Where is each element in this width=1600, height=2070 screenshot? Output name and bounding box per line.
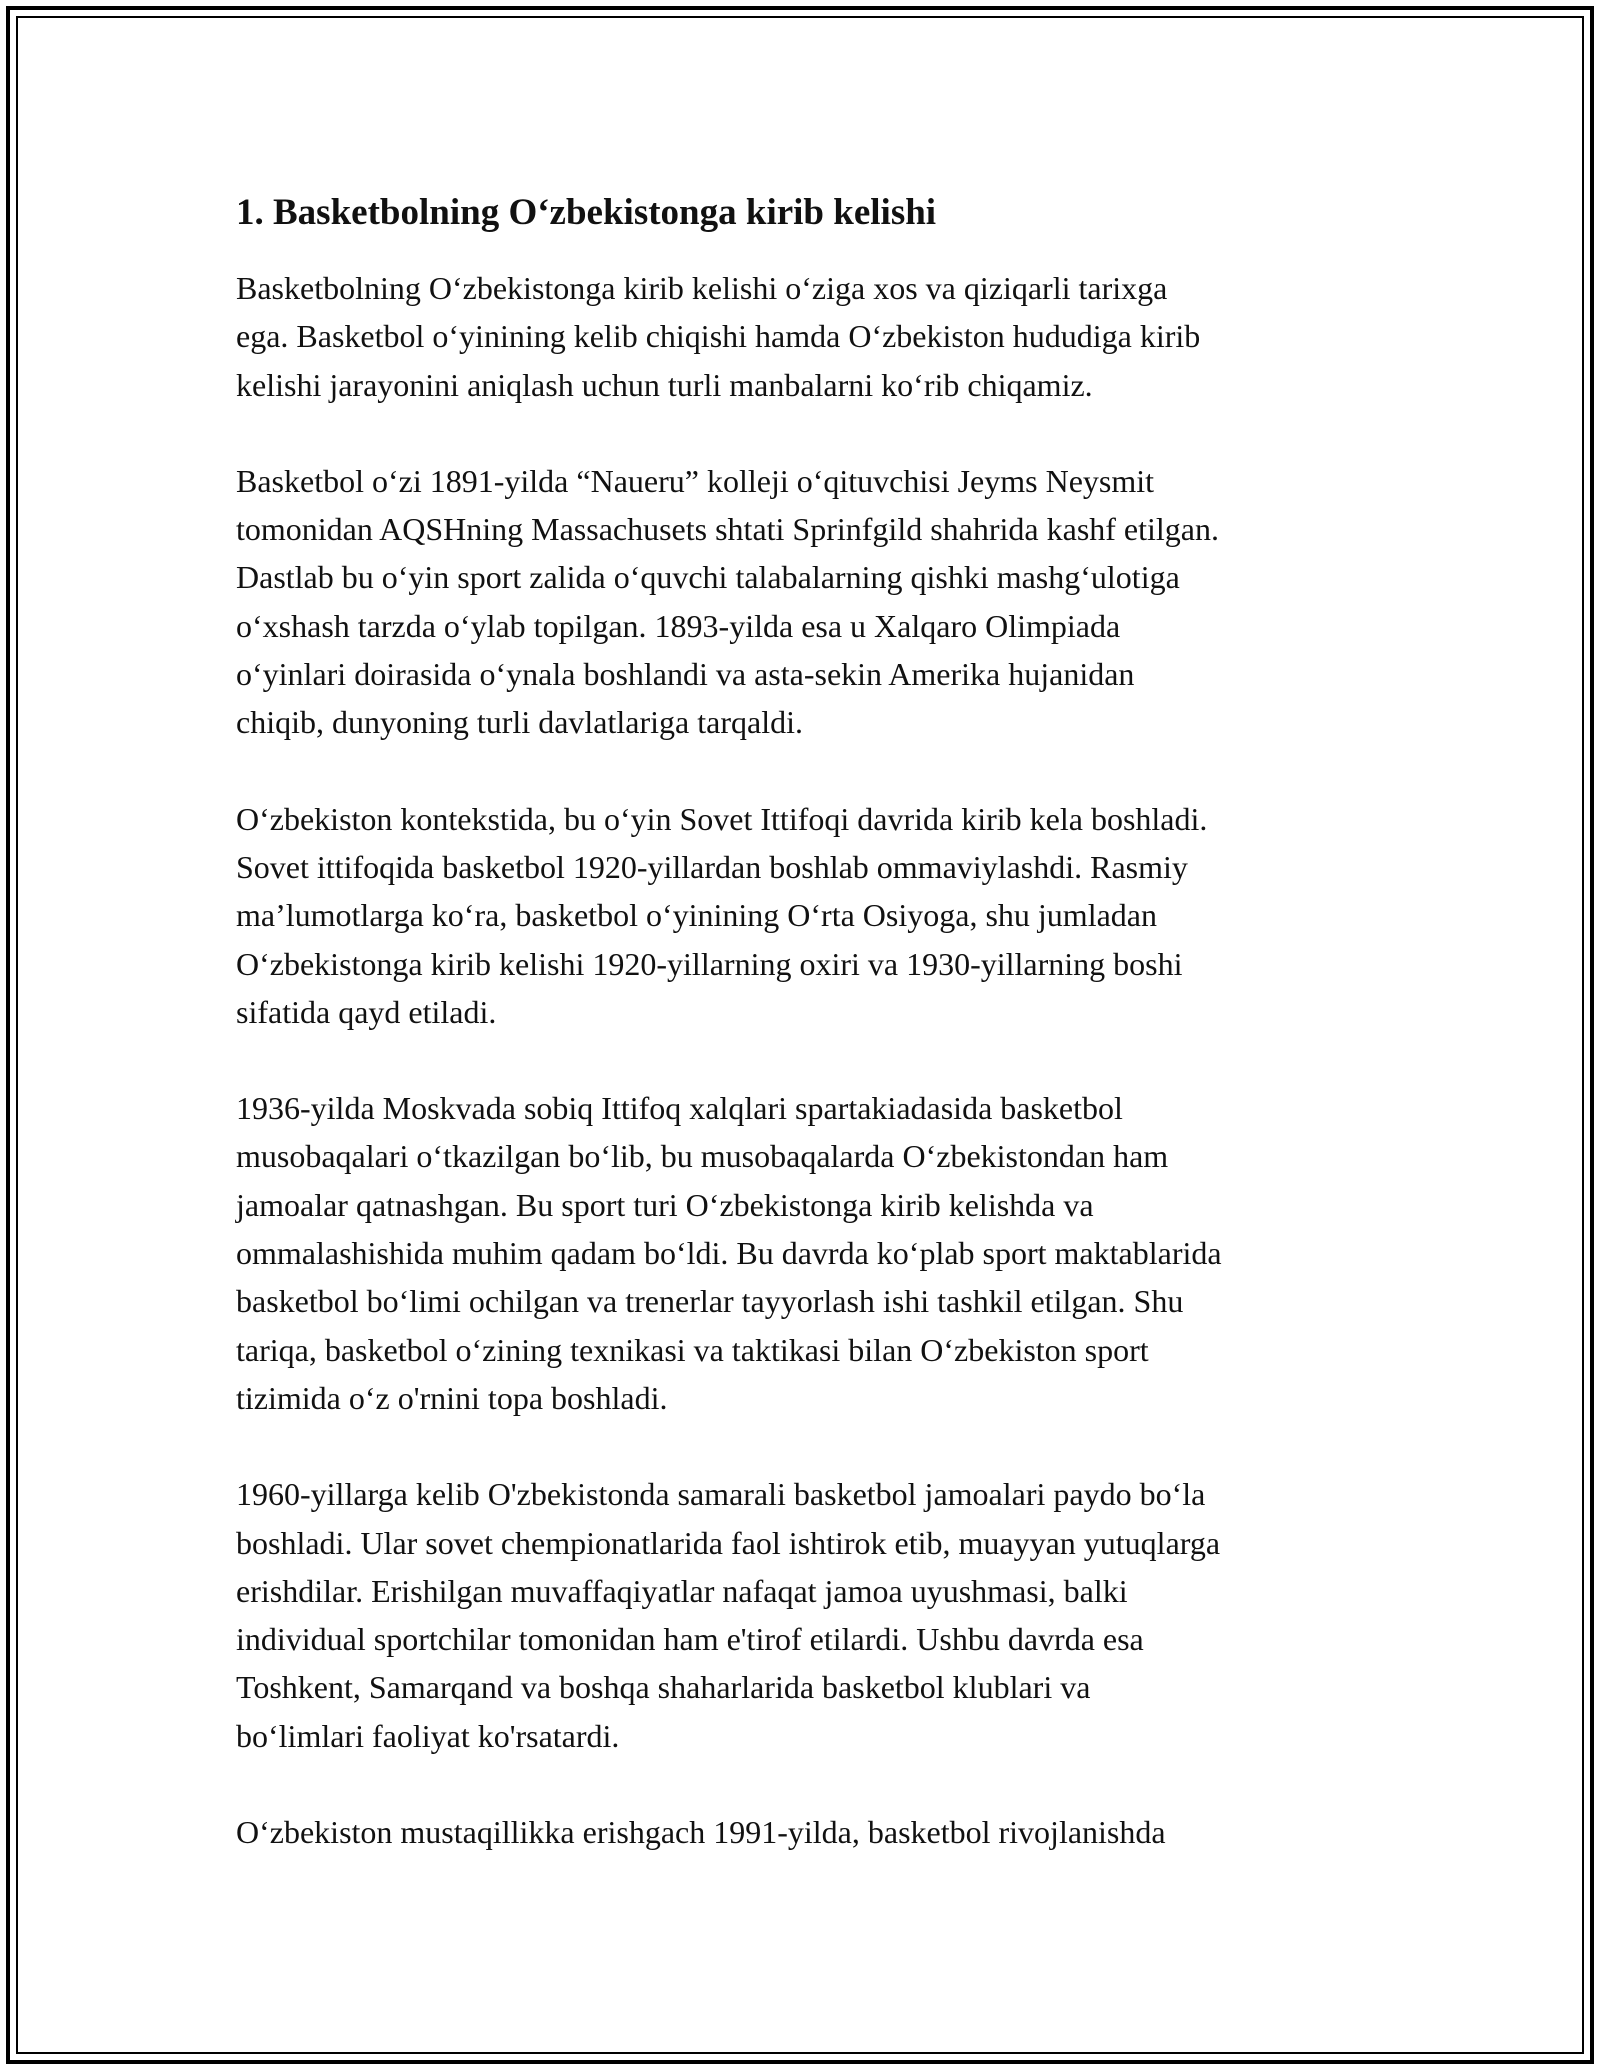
paragraph-line: Basketbol oʻzi 1891-yilda “Naueru” kolleji oʻqituvchisi Jeyms Neysmit [236, 462, 1155, 499]
paragraph-line: boʻlimlari faoliyat ko'rsatardi. [236, 1717, 620, 1754]
paragraph-line: Sovet ittifoqida basketbol 1920-yillardan boshlab ommaviylashdi. Rasmiy [236, 848, 1188, 885]
paragraph-line: tizimida oʻz o'rnini topa boshladi. [236, 1379, 668, 1416]
paragraph-line: Oʻzbekistonga kirib kelishi 1920-yillarning oxiri va 1930-yillarning boshi [236, 945, 1183, 982]
paragraph-line: Basketbolning Oʻzbekistonga kirib kelishi oʻziga xos va qiziqarli tarixga [236, 270, 1168, 306]
paragraph-line: oʻxshash tarzda oʻylab topilgan. 1893-yilda esa u Xalqaro Olimpiada [236, 607, 1121, 644]
document-body [236, 188, 1376, 1904]
section-heading: 1. Basketbolning Oʻzbekistonga kirib kelishi [236, 192, 937, 233]
paragraph-line: Dastlab bu oʻyin sport zalida oʻquvchi talabalarning qishki mashgʻulotiga [236, 559, 1180, 596]
paragraph-line: basketbol boʻlimi ochilgan va trenerlar tayyorlash ishi tashkil etilgan. Shu [236, 1283, 1184, 1320]
paragraph-line: 1960-yillarga kelib O'zbekistonda samarali basketbol jamoalari paydo boʻla [236, 1476, 1206, 1513]
paragraph-6 [236, 1808, 1376, 1856]
paragraph-line: tariqa, basketbol oʻzining texnikasi va taktikasi bilan Oʻzbekiston sport [236, 1331, 1149, 1368]
paragraph-line: kelishi jarayonini aniqlash uchun turli manbalarni koʻrib chiqamiz. [236, 366, 1093, 403]
paragraph-3 [236, 795, 1376, 1036]
paragraph-line: Oʻzbekiston kontekstida, bu oʻyin Sovet Ittifoqi davrida kirib kela boshladi. [236, 800, 1208, 837]
paragraph-line: jamoalar qatnashgan. Bu sport turi Oʻzbekistonga kirib kelishda va [236, 1186, 1094, 1223]
paragraph-line: Oʻzbekiston mustaqillikka erishgach 1991-yilda, basketbol rivojlanishda [236, 1814, 1166, 1851]
paragraph-line: oʻyinlari doirasida oʻynala boshlandi va asta-sekin Amerika hujanidan [236, 656, 1135, 693]
paragraph-1 [236, 264, 1376, 409]
paragraph-line: erishdilar. Erishilgan muvaffaqiyatlar nafaqat jamoa uyushmasi, balki [236, 1572, 1128, 1609]
paragraph-line: chiqib, dunyoning turli davlatlariga tarqaldi. [236, 704, 803, 741]
paragraph-line: boshladi. Ular sovet chempionatlarida faol ishtirok etib, muayyan yutuqlarga [236, 1524, 1221, 1561]
paragraph-line: 1936-yilda Moskvada sobiq Ittifoq xalqlari spartakiadasida basketbol [236, 1090, 1123, 1127]
paragraph-line: sifatida qayd etiladi. [236, 993, 497, 1030]
paragraph-line: ma’lumotlarga koʻra, basketbol oʻyinining Oʻrta Osiyoga, shu jumladan [236, 897, 1157, 934]
paragraph-line: musobaqalari oʻtkazilgan boʻlib, bu musobaqalarda Oʻzbekistondan ham [236, 1138, 1169, 1175]
paragraph-line: ega. Basketbol oʻyinining kelib chiqishi hamda Oʻzbekiston hududiga kirib [236, 318, 1201, 355]
paragraph-line: tomonidan AQSHning Massachusets shtati Sprinfgild shahrida kashf etilgan. [236, 511, 1219, 548]
paragraph-line: Toshkent, Samarqand va boshqa shaharlarida basketbol klublari va [236, 1669, 1091, 1706]
paragraph-2 [236, 457, 1376, 747]
paragraph-4 [236, 1084, 1376, 1422]
paragraph-5 [236, 1470, 1376, 1760]
paragraph-line: ommalashishida muhim qadam boʻldi. Bu davrda koʻplab sport maktablarida [236, 1235, 1222, 1272]
paragraph-line: individual sportchilar tomonidan ham e'tirof etilardi. Ushbu davrda esa [236, 1621, 1144, 1658]
